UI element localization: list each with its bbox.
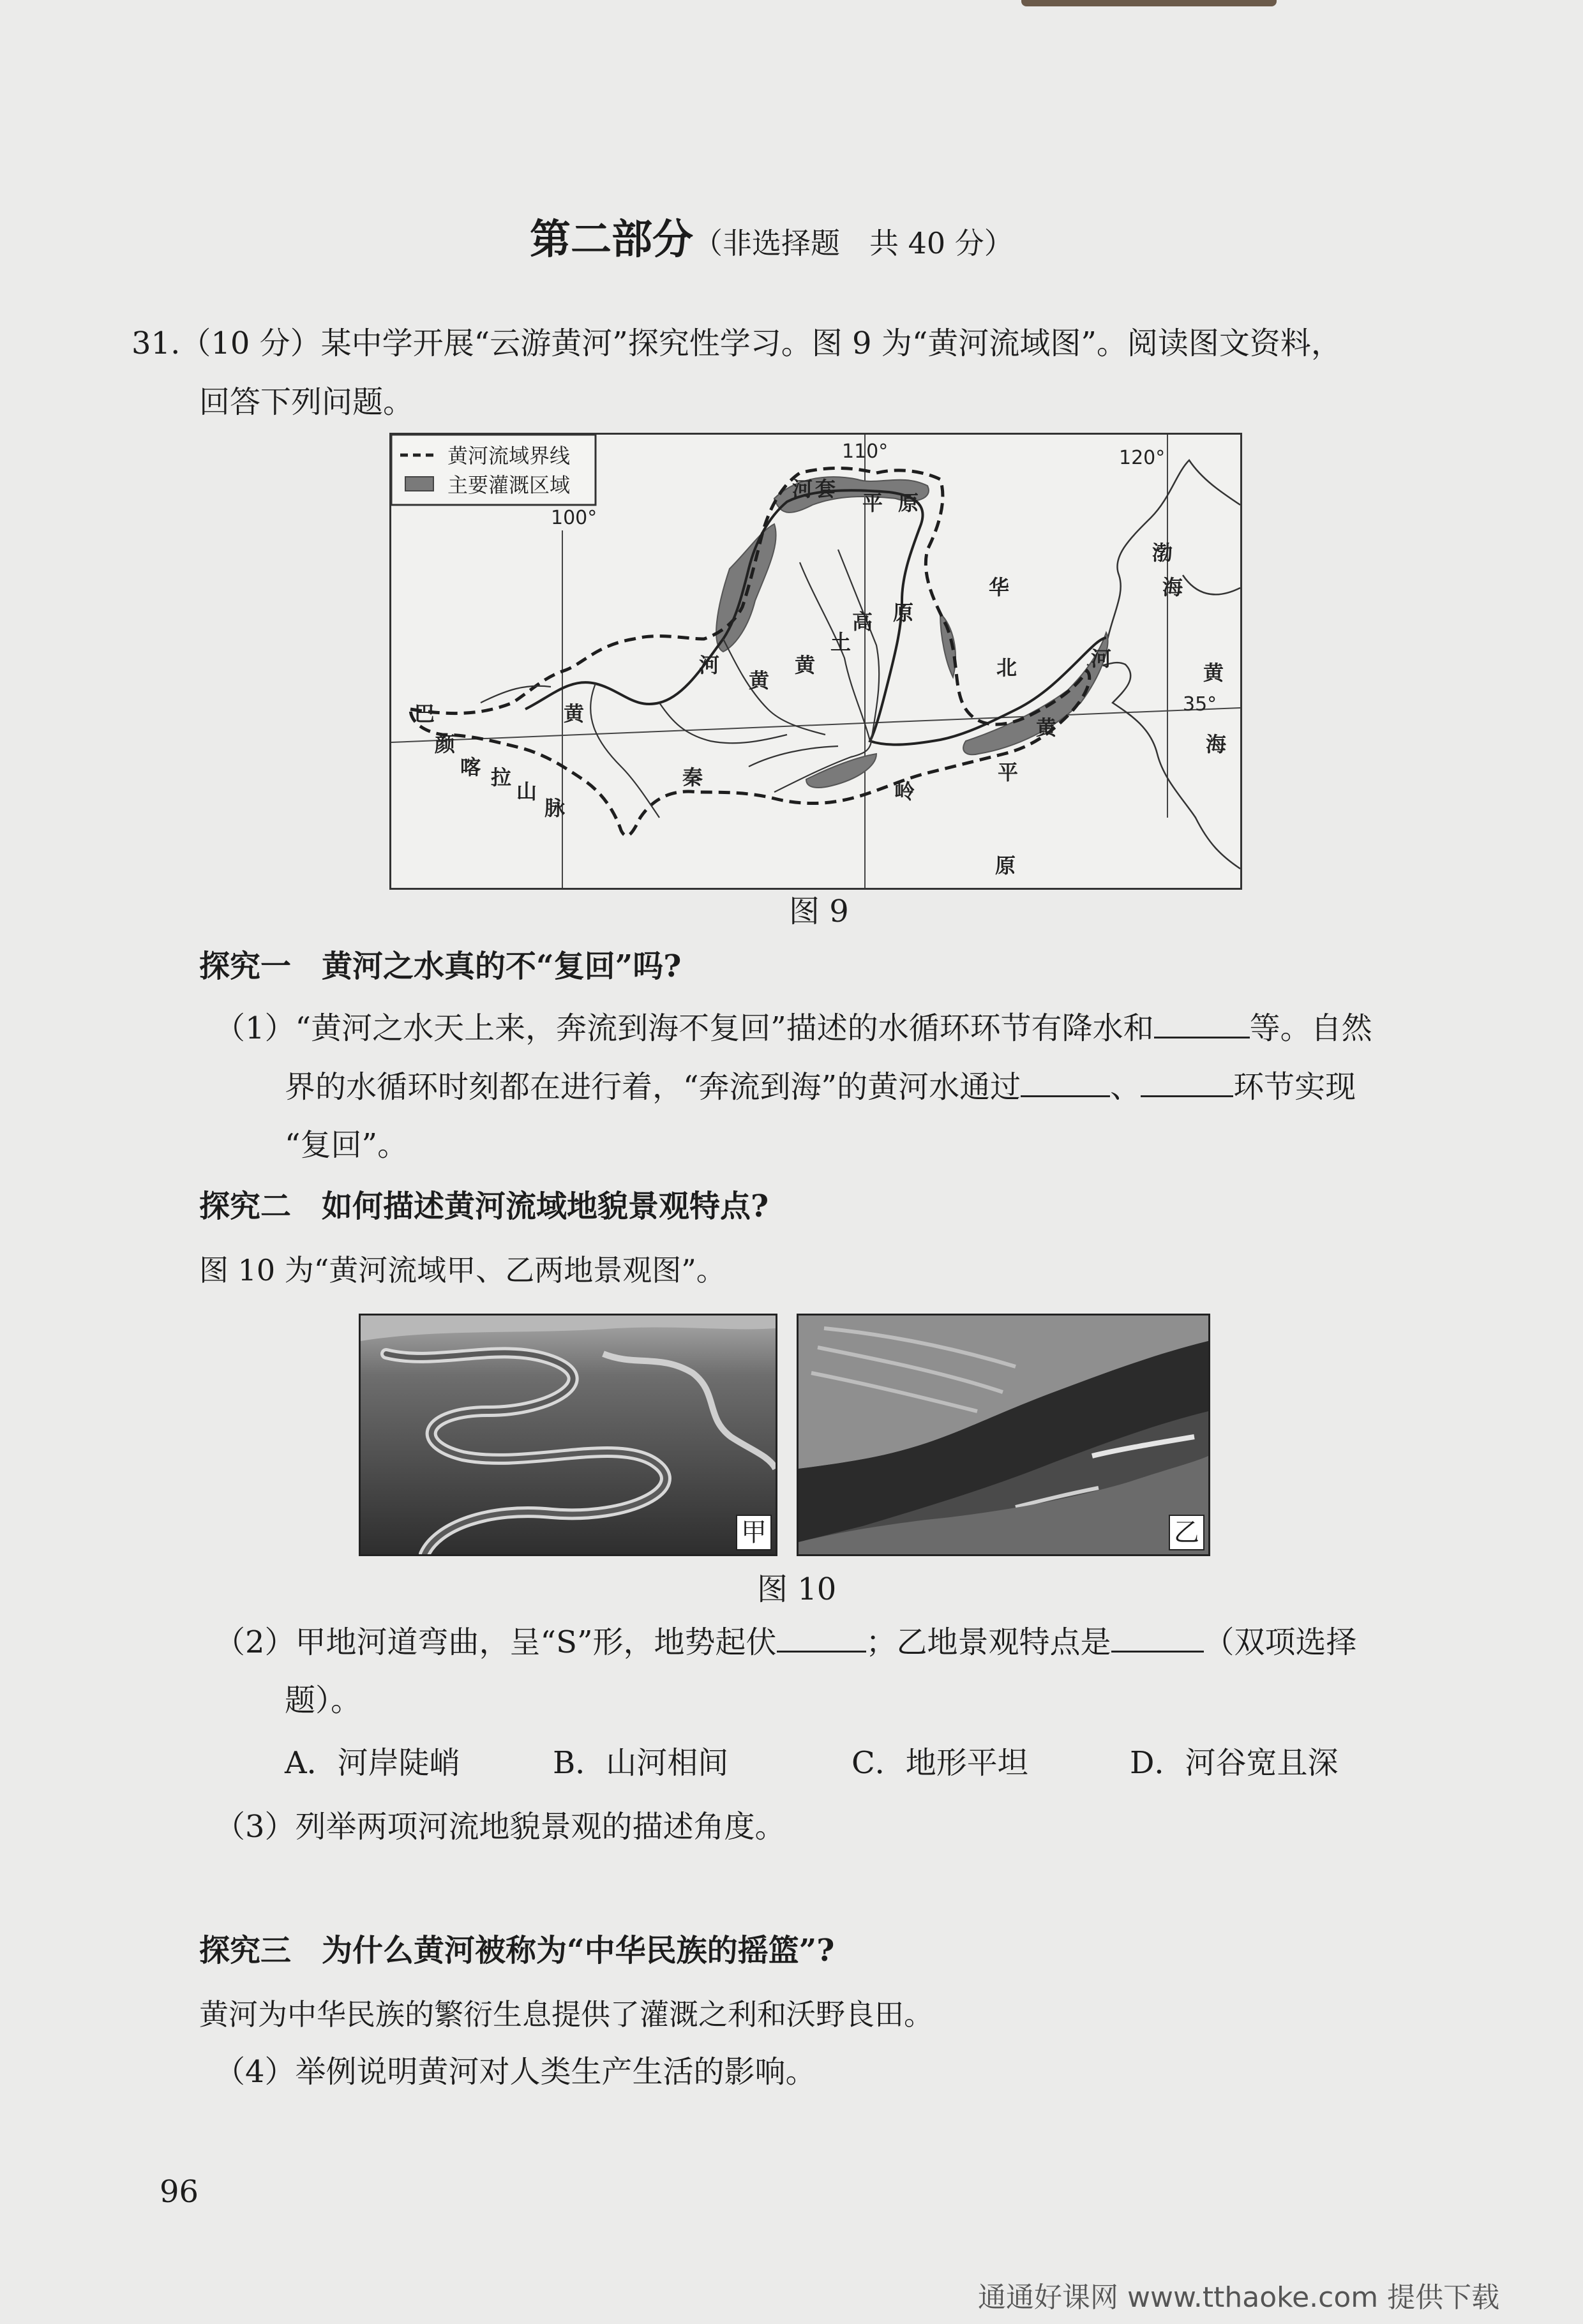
q2-line1: （2）甲地河道弯曲，呈“S”形，地势起伏 ；乙地景观特点是 （双项选择	[214, 1621, 1357, 1661]
label-plateau-tu: 土	[830, 630, 852, 654]
page-number: 96	[160, 2174, 199, 2210]
option-d[interactable]: D．河谷宽且深	[1130, 1745, 1339, 1781]
photo-yi-river-canyon	[797, 1314, 1210, 1556]
label-shan: 山	[516, 779, 537, 804]
label-huang-sea: 黄	[1203, 661, 1224, 685]
label-hua: 华	[989, 575, 1010, 599]
label-he2: 河	[1091, 647, 1112, 671]
site-watermark: 通通好课网 www.tthaoke.com 提供下载	[978, 2281, 1500, 2314]
page-binding-shadow	[1021, 0, 1277, 6]
irrigation-areas	[716, 477, 1108, 788]
figure10-caption: 图 10	[757, 1571, 837, 1607]
label-yuan2: 原	[995, 853, 1016, 878]
photo-label-yi: 乙	[1169, 1515, 1204, 1550]
label-huang-source: 黄	[564, 701, 585, 726]
label-yuan: 原	[898, 491, 919, 515]
inquiry1-heading: 探究一 黄河之水真的不“复回”吗?	[199, 948, 682, 984]
q1-blank-3[interactable]	[1141, 1066, 1233, 1097]
label-ping: 平	[862, 491, 883, 515]
q1-line1: （1）“黄河之水天上来，奔流到海不复回”描述的水循环环节有降水和 等。自然	[214, 1007, 1372, 1047]
label-plateau-gao: 高	[852, 610, 873, 634]
q3: （3）列举两项河流地貌景观的描述角度。	[214, 1809, 786, 1845]
section-title: 第二部分	[530, 216, 693, 264]
inquiry3-heading: 探究三 为什么黄河被称为“中华民族的摇篮”?	[199, 1933, 835, 1968]
label-yan: 颜	[435, 732, 456, 756]
label-mai: 脉	[544, 796, 566, 820]
q1-blank-1[interactable]	[1154, 1007, 1250, 1038]
label-la: 拉	[491, 765, 512, 790]
label-he-river: 河	[699, 653, 720, 677]
label-hai2: 海	[1206, 732, 1227, 756]
label-plateau-huang: 黄	[795, 653, 816, 677]
label-ke: 喀	[460, 755, 481, 779]
yellow-river-basin-map	[389, 433, 1242, 890]
inquiry2-heading: 探究二 如何描述黄河流域地貌景观特点?	[199, 1188, 769, 1224]
label-plateau-yuan: 原	[893, 601, 914, 625]
label-hai: 海	[1162, 575, 1183, 599]
label-huang3: 黄	[1036, 716, 1057, 740]
question-intro-line2: 回答下列问题。	[199, 384, 414, 420]
q2-line2: 题）。	[285, 1683, 362, 1718]
q2-blank-2[interactable]	[1111, 1621, 1204, 1653]
label-ping2: 平	[998, 760, 1019, 784]
photo-label-jia: 甲	[736, 1515, 772, 1550]
q1-line3: “复回”。	[285, 1127, 409, 1163]
label-hetao-2: 套	[815, 477, 836, 501]
option-c[interactable]: C．地形平坦	[852, 1745, 1028, 1781]
map-place-labels	[414, 477, 1226, 878]
label-bei: 北	[996, 656, 1017, 680]
legend-irrigation-area: 主要灌溉区域	[447, 473, 571, 497]
map-legend	[391, 435, 596, 505]
longitude-100: 100°	[551, 507, 597, 529]
label-bo: 渤	[1152, 541, 1173, 565]
q2-blank-1[interactable]	[777, 1621, 866, 1653]
figure9-caption: 图 9	[789, 894, 849, 929]
label-qin: 秦	[682, 765, 703, 790]
longitude-110: 110°	[842, 440, 889, 463]
question-number: 31.	[131, 326, 181, 361]
q4: （4）举例说明黄河对人类生产生活的影响。	[214, 2054, 816, 2090]
label-ling: 岭	[894, 779, 915, 804]
latitude-35: 35°	[1183, 693, 1217, 716]
label-hetao-1: 河	[792, 477, 813, 501]
inquiry3-statement: 黄河为中华民族的繁衍生息提供了灌溉之利和沃野良田。	[199, 1997, 933, 2032]
map-svg	[391, 435, 1240, 888]
q1-blank-2[interactable]	[1021, 1066, 1110, 1097]
option-a[interactable]: A．河岸陡峭	[285, 1745, 460, 1781]
label-huang-river: 黄	[749, 668, 770, 693]
legend-basin-boundary: 黄河流域界线	[447, 444, 571, 468]
option-b[interactable]: B．山河相间	[553, 1745, 729, 1781]
question-intro-line1: 31.（10 分）某中学开展“云游黄河”探究性学习。图 9 为“黄河流域图”。阅读图文资料，	[131, 326, 1342, 361]
figure10-intro: 图 10 为“黄河流域甲、乙两地景观图”。	[199, 1253, 726, 1287]
photo-jia-meandering-river	[359, 1314, 777, 1556]
q1-line2: 界的水循环时刻都在进行着，“奔流到海”的黄河水通过 、 环节实现	[285, 1066, 1356, 1106]
section-header	[530, 214, 1014, 269]
label-ba: 巴	[414, 701, 435, 726]
section-subtitle: （非选择题 共 40 分）	[693, 226, 1014, 260]
longitude-120: 120°	[1119, 447, 1166, 469]
